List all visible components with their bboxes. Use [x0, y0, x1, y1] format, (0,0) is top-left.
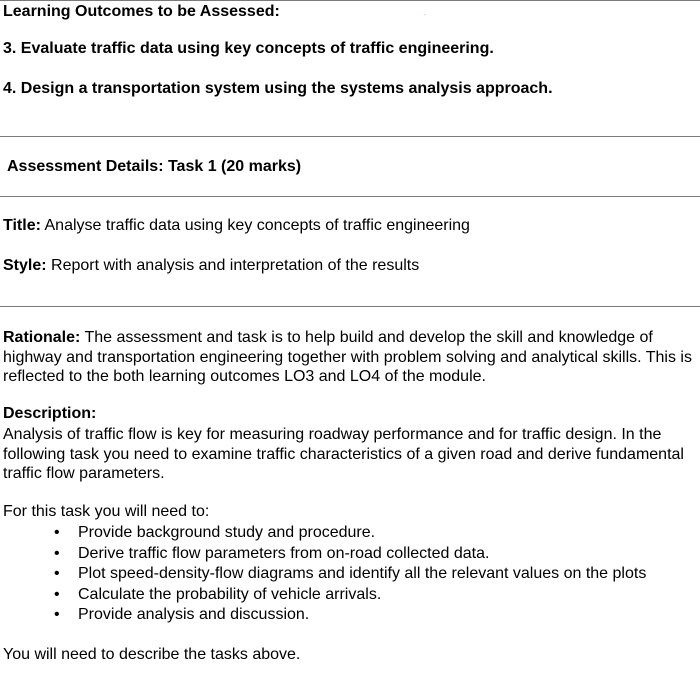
outcomes-heading: Learning Outcomes to be Assessed: — [3, 3, 280, 20]
list-item — [54, 605, 646, 626]
rationale-label: Rationale: — [3, 329, 81, 346]
list-item — [54, 523, 646, 544]
stray-mark: ⸱ — [424, 12, 426, 19]
list-item — [54, 585, 646, 606]
style-value: Report with analysis and interpretation of the results — [46, 257, 420, 274]
description-text: Analysis of traffic flow is key for measuring roadway performance and for traffic design. In the following task you need to examine traffic characteristics of a given road and derive fundamental traffic flow parameters. — [3, 426, 684, 482]
rationale-paragraph — [3, 328, 697, 387]
task-outro: You will need to describe the tasks above. — [3, 646, 301, 663]
title-line — [3, 217, 470, 235]
task-bullet-list — [54, 523, 646, 626]
list-item — [54, 544, 646, 565]
divider-2 — [0, 196, 700, 197]
bullet-icon: • — [54, 524, 60, 541]
list-item-text: Provide analysis and discussion. — [78, 606, 310, 623]
bullet-icon: • — [54, 585, 60, 603]
bullet-icon: • — [54, 565, 60, 582]
bullet-icon: • — [54, 544, 60, 562]
top-border — [0, 0, 700, 1]
task-intro: For this task you will need to: — [3, 503, 210, 520]
list-item-text: Plot speed-density-flow diagrams and identify all the relevant values on the plots — [78, 565, 647, 582]
title-value: Analyse traffic data using key concepts of traffic engineering — [40, 217, 470, 234]
style-line — [3, 257, 419, 275]
list-item — [54, 564, 646, 585]
outcome-item-4: 4. Design a transportation system using the systems analysis approach. — [3, 80, 553, 97]
bullet-icon: • — [54, 606, 60, 623]
rationale-text: The assessment and task is to help build and develop the skill and knowledge of highway and transportation engineering together with problem solving and analytical skills. This is reflected to the both learning outcomes LO3 and LO4 of the module. — [3, 329, 692, 385]
divider-3 — [0, 306, 700, 307]
description-label: Description: — [3, 405, 97, 422]
style-label: Style: — [3, 257, 47, 274]
list-item-text: Calculate the probability of vehicle arrivals. — [78, 585, 382, 603]
list-item-text: Provide background study and procedure. — [78, 524, 376, 541]
title-label: Title: — [3, 217, 41, 234]
list-item-text: Derive traffic flow parameters from on-road collected data. — [78, 544, 490, 562]
divider-1 — [0, 136, 700, 137]
outcome-item-3: 3. Evaluate traffic data using key concepts of traffic engineering. — [3, 40, 494, 57]
assessment-heading: Assessment Details: Task 1 (20 marks) — [7, 158, 302, 175]
